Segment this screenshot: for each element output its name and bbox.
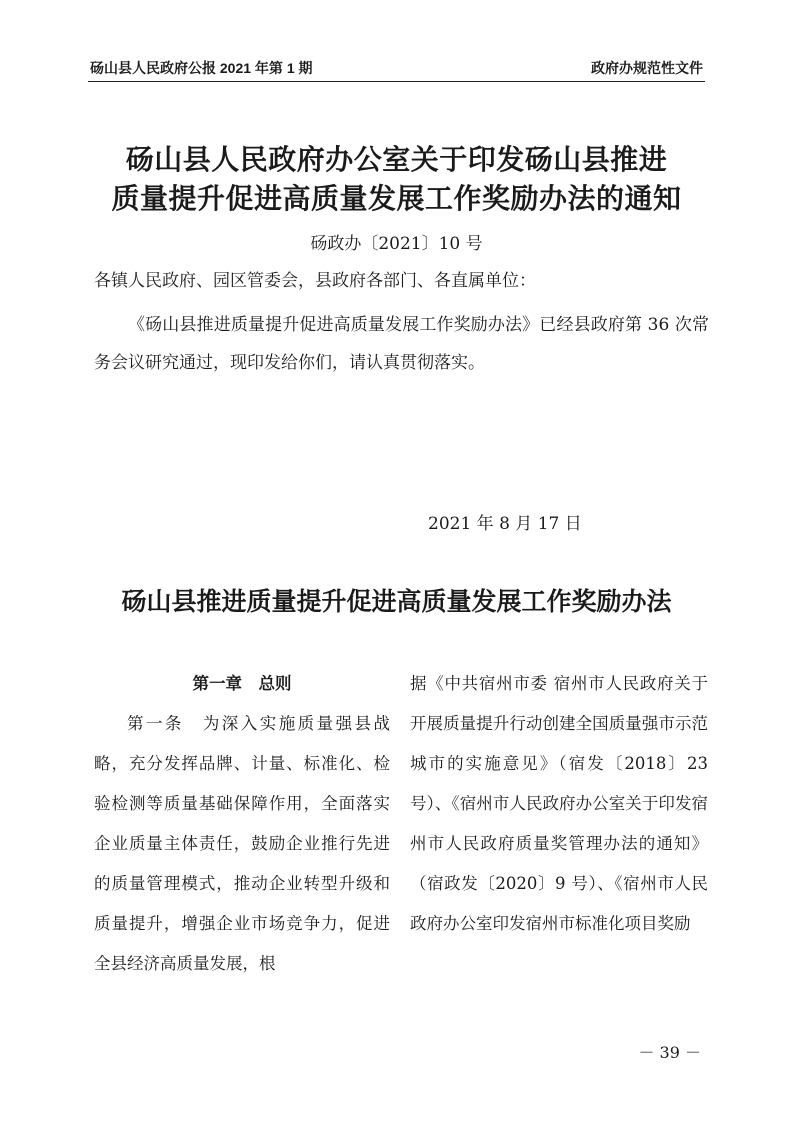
measures-title: 砀山县推进质量提升促进高质量发展工作奖励办法 — [121, 587, 672, 616]
right-text-column — [410, 664, 708, 944]
notice-body-paragraph: 《砀山县推进质量提升促进高质量发展工作奖励办法》已经县政府第 36 次常务会议研究通过，现印发给你们，请认真贯彻落实。 — [94, 315, 709, 373]
issue-date: 2021 年 8 月 17 日 — [428, 514, 582, 534]
page-number: － 39 － — [638, 1043, 701, 1062]
article-1-part-2: 据《中共宿州市委 宿州市人民政府关于开展质量提升行动创建全国质量强市示范城市的实施意见》（宿发〔2018〕23 号）、《宿州市人民政府办公室关于印发宿州市人民政府质量奖管理办法的通知》（宿政发〔2020〕9 号）、《宿州市人民政府办公室印发宿州市标准化项目奖励 — [410, 674, 708, 933]
document-category-label: 政府办规范性文件 — [591, 60, 703, 76]
left-text-column — [94, 664, 390, 984]
header-divider — [88, 81, 705, 82]
addressee-line: 各镇人民政府、园区管委会，县政府各部门、各直属单位： — [94, 271, 536, 291]
notice-title-line-2: 质量提升促进高质量发展工作奖励办法的通知 — [111, 182, 682, 215]
gazette-issue-label: 砀山县人民政府公报 2021 年第 1 期 — [90, 60, 313, 76]
running-header — [90, 58, 703, 80]
chapter-heading: 第一章 总则 — [192, 675, 292, 693]
article-1-part-1: 第一条 为深入实施质量强县战略，充分发挥品牌、计量、标准化、检验检测等质量基础保障作用，全面落实企业质量主体责任，鼓励企业推行先进的质量管理模式，推动企业转型升级和质量提升，增强企业市场竞争力，促进全县经济高质量发展，根 — [94, 714, 390, 973]
notice-title-line-1: 砀山县人民政府办公室关于印发砀山县推进 — [125, 143, 668, 176]
document-number: 砀政办〔2021〕10 号 — [310, 234, 483, 254]
